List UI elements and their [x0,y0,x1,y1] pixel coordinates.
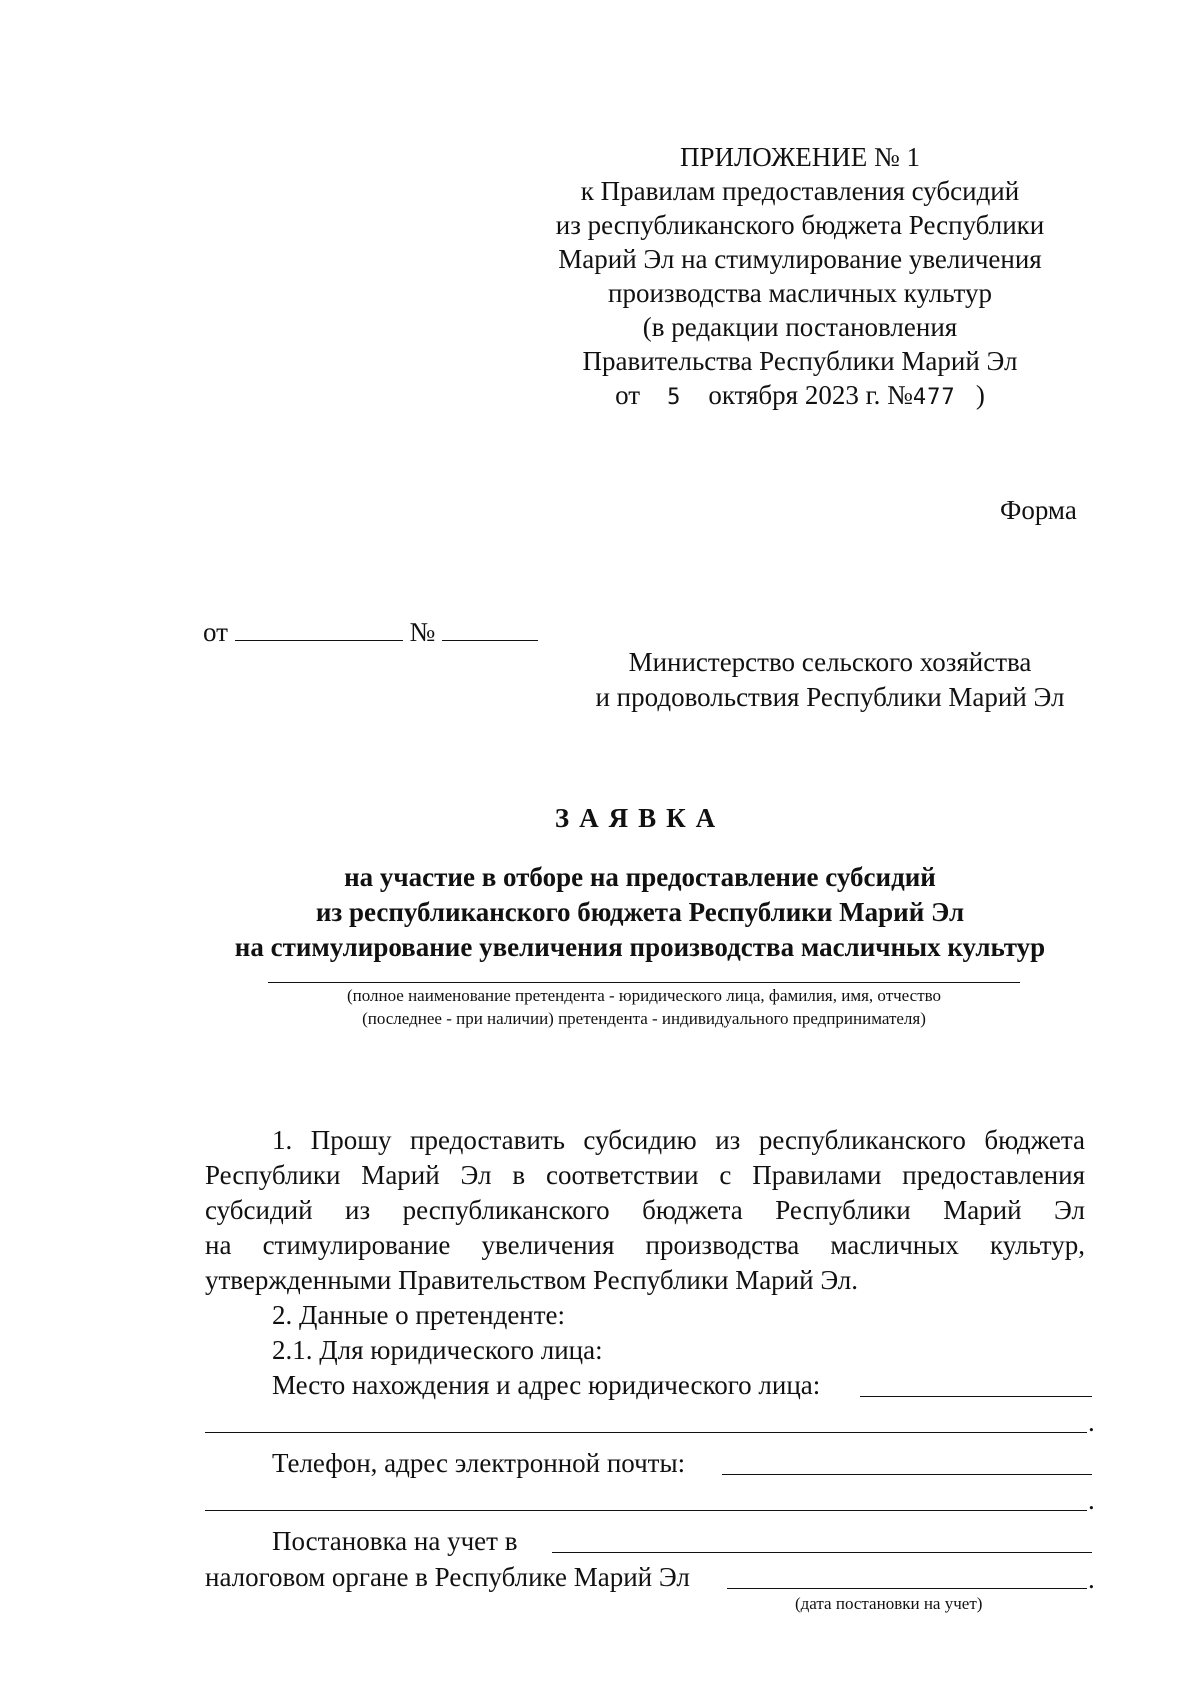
registration-period: . [1088,1564,1095,1594]
paragraph-1 [205,1123,1085,1298]
tax-authority-field[interactable] [552,1552,1092,1553]
subtitle-line: на стимулирование увеличения производства масличных культур [234,932,1046,962]
address-period: . [1088,1407,1095,1437]
registration-label: Постановка на учет в [272,1526,518,1556]
applicant-data-heading: 2. Данные о претенденте: [272,1300,566,1330]
address-label: Место нахождения и адрес юридического лица: [272,1370,821,1400]
phone-email-label: Телефон, адрес электронной почты: [272,1448,686,1478]
appendix-line: (в редакции постановления [642,312,958,342]
address-field-continued[interactable] [205,1432,1087,1433]
caption-line: (последнее - при наличии) претендента - индивидуального предпринимателя) [362,1009,926,1028]
legal-entity-heading: 2.1. Для юридического лица: [272,1335,603,1365]
applicant-name-field[interactable] [268,982,1020,983]
reference-number-field[interactable] [442,616,538,641]
reference-from-label: от [203,617,228,647]
phone-email-field-continued[interactable] [205,1510,1087,1511]
subtitle-line: на участие в отборе на предоставление субсидий [344,862,936,892]
applicant-name-caption [268,984,1020,1030]
paragraph-line: на стимулирование увеличения производства масличных культур, [205,1230,1085,1260]
paragraph-line: утвержденными Правительством Республики Марий Эл. [205,1265,859,1295]
addressee-line: Министерство сельского хозяйства [628,647,1032,677]
appendix-line: к Правилам предоставления субсидий [580,176,1020,206]
appendix-header [520,140,1080,415]
appendix-number: 477 [912,385,956,410]
phone-email-period: . [1088,1485,1095,1515]
paragraph-line: субсидий из республиканского бюджета Республики Марий Эл [205,1195,1085,1225]
registration-date-field[interactable] [727,1588,1087,1589]
registration-label-continued: налоговом органе в Республике Марий Эл [205,1562,690,1592]
paragraph-line: Республики Марий Эл в соответствии с Правилами предоставления [205,1160,1085,1190]
appendix-date-line [520,378,1080,415]
subtitle-line: из республиканского бюджета Республики Марий Эл [315,897,965,927]
phone-email-field[interactable] [722,1474,1092,1475]
appendix-closing: ) [975,380,985,410]
appendix-line: производства масличных культур [608,278,992,308]
document-title: ЗАЯВКА [554,803,726,833]
appendix-title: ПРИЛОЖЕНИЕ № 1 [679,142,921,172]
reference-line [203,615,538,649]
reference-number-label: № [409,617,436,647]
appendix-date-day: 5 [667,385,682,410]
registration-date-caption: (дата постановки на учет) [795,1594,983,1613]
document-subtitle [200,860,1080,965]
appendix-line: из республиканского бюджета Республики [555,210,1045,240]
form-label: Форма [1000,495,1077,525]
addressee-line: и продовольствия Республики Марий Эл [595,682,1065,712]
caption-line: (полное наименование претендента - юридического лица, фамилия, имя, отчество [346,986,942,1005]
appendix-date-rest: октября 2023 г. № [708,380,913,410]
appendix-line: Правительства Республики Марий Эл [582,346,1018,376]
appendix-line: Марий Эл на стимулирование увеличения [558,244,1042,274]
appendix-date-prefix: от [615,380,641,410]
reference-date-field[interactable] [235,616,403,641]
addressee [560,645,1100,715]
address-field[interactable] [860,1396,1092,1397]
paragraph-line: 1. Прошу предоставить субсидию из республиканского бюджета [272,1125,1085,1155]
